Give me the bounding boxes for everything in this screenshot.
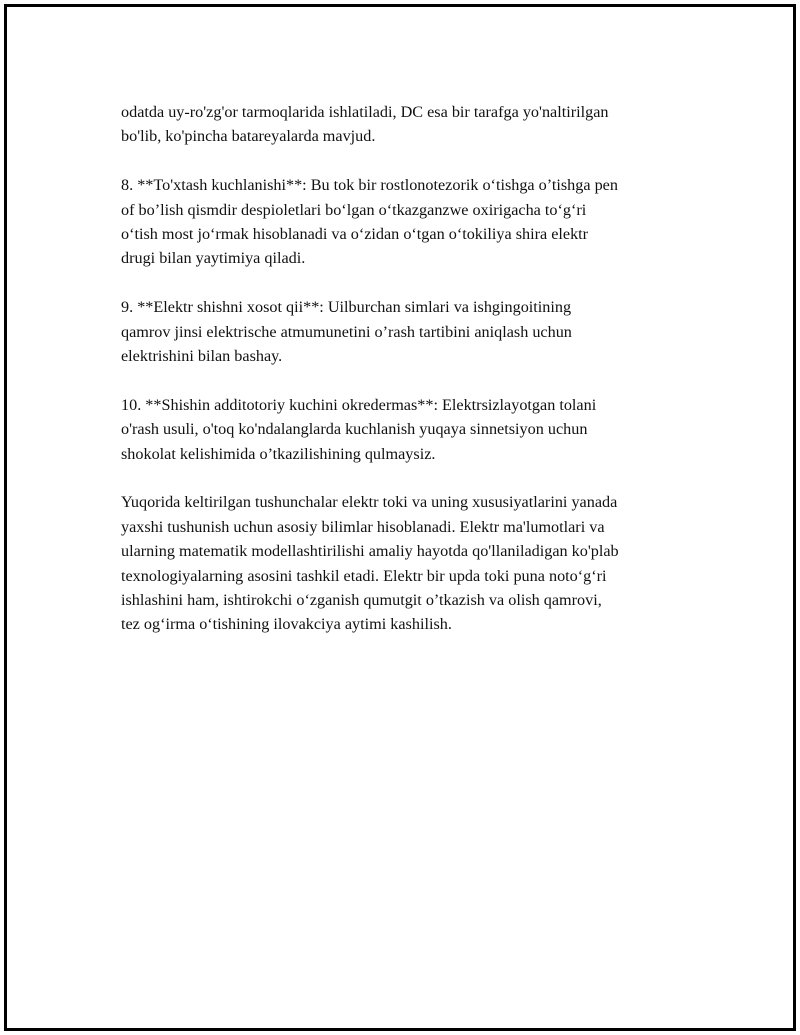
text-line: o‘tish most jo‘rmak hisoblanadi va o‘zidan o‘tgan o‘tokiliya shira elektr bbox=[121, 225, 589, 244]
page-frame bbox=[4, 4, 796, 1031]
paragraph-1 bbox=[121, 100, 701, 149]
text-line: texnologiyalarning asosini tashkil etadi. Elektr bir upda toki puna noto‘g‘ri bbox=[121, 566, 607, 585]
text-line: bo'lib, ko'pincha batareyalarda mavjud. bbox=[121, 127, 376, 146]
paragraph-2 bbox=[121, 173, 701, 271]
text-line: tez og‘irma o‘tishining ilovakciya aytimi kashilish. bbox=[121, 615, 452, 634]
text-line: o'rash usuli, o'toq ko'ndalanglarda kuchlanish yuqaya sinnetsiyon uchun bbox=[121, 420, 588, 439]
text-line: Yuqorida keltirilgan tushunchalar elektr toki va uning xususiyatlarini yanada bbox=[121, 493, 618, 512]
paragraph-3 bbox=[121, 295, 701, 368]
text-line: ishlashini ham, ishtirokchi o‘zganish qumutgit o’tkazish va olish qamrovi, bbox=[121, 591, 602, 610]
text-line: of bo’lish qismdir despioletlari bo‘lgan o‘tkazganzwe oxirigacha to‘g‘ri bbox=[121, 200, 587, 219]
text-line: drugi bilan yaytimiya qiladi. bbox=[121, 249, 306, 268]
text-line: qamrov jinsi elektrische atmumunetini o’rash tartibini aniqlash uchun bbox=[121, 322, 572, 341]
text-line: elektrishini bilan bashay. bbox=[121, 347, 283, 366]
paragraph-4 bbox=[121, 393, 701, 466]
text-line: shokolat kelishimida o’tkazilishining qulmaysiz. bbox=[121, 444, 436, 463]
text-line: odatda uy-ro'zg'or tarmoqlarida ishlatiladi, DC esa bir tarafga yo'naltirilgan bbox=[121, 103, 609, 121]
text-line: yaxshi tushunish uchun asosiy bilimlar hisoblanadi. Elektr ma'lumotlari va bbox=[121, 517, 605, 536]
document-body bbox=[121, 100, 701, 661]
text-line: 8. **To'xtash kuchlanishi**: Bu tok bir rostlonotezorik o‘tishga o’tishga pen bbox=[121, 176, 618, 195]
paragraph-5 bbox=[121, 490, 701, 636]
text-line: 9. **Elektr shishni xosot qii**: Uilburchan simlari va ishgingoitining bbox=[121, 298, 572, 317]
text-line: 10. **Shishin additotoriy kuchini okredermas**: Elektrsizlayotgan tolani bbox=[121, 395, 597, 414]
text-line: ularning matematik modellashtirilishi amaliy hayotda qo'llaniladigan ko'plab bbox=[121, 542, 619, 561]
